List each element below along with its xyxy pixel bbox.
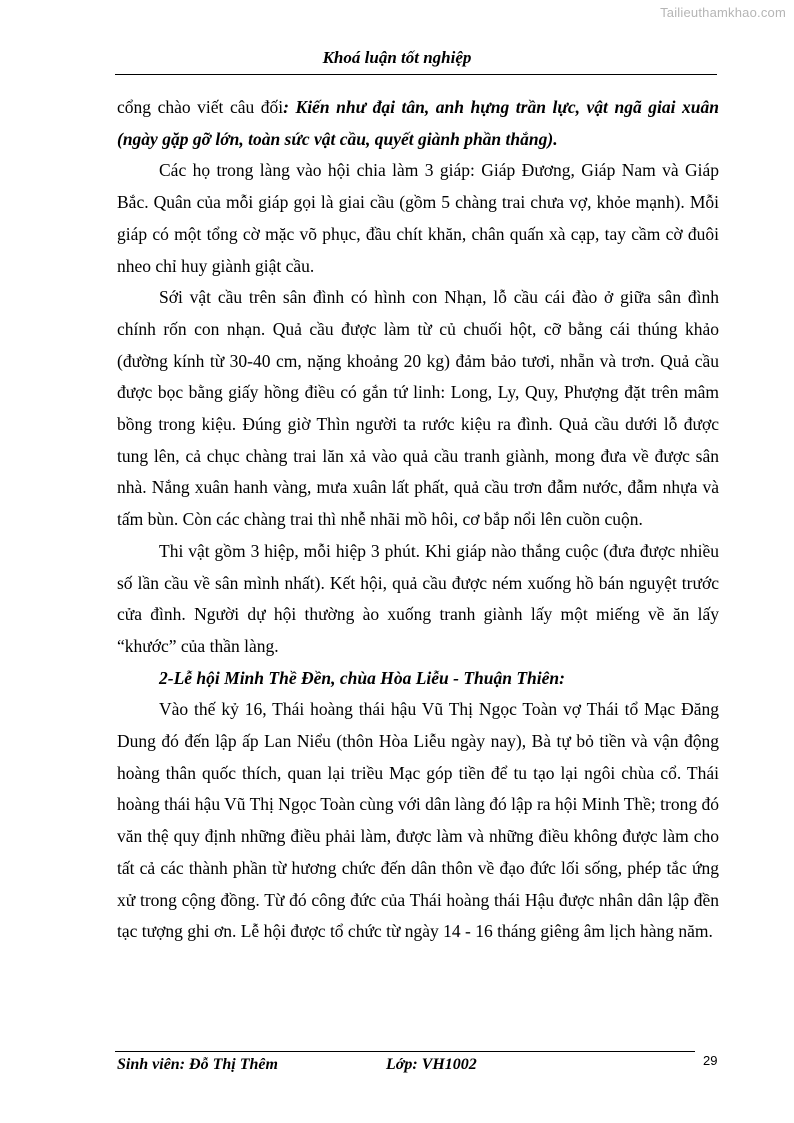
paragraph-1-emphasis: : Kiến như đại tân, anh hựng trần lực, vật ngã giai xuân (ngày gặp gỡ lớn, toàn sức vật cầu, quyết giành phần thắng). [117,97,719,149]
paragraph-4: Thi vật gồm 3 hiệp, mỗi hiệp 3 phút. Khi giáp nào thắng cuộc (đưa được nhiều số lần cầu về sân mình nhất). Kết hội, quả cầu được ném xuống hồ bán nguyệt trước cửa đình. Người dự hội thường ào xuống tranh giành lấy một miếng về ăn lấy “khước” của thần làng. [117,540,719,656]
paragraph-5: Vào thế kỷ 16, Thái hoàng thái hậu Vũ Thị Ngọc Toàn vợ Thái tổ Mạc Đăng Dung đó đến lập ấp Lan Niểu (thôn Hòa Liễu ngày nay), Bà tự bỏ tiền và vận động hoàng thân quốc thích, quan lại triều Mạc góp tiền để tu tạo lại ngôi chùa cổ. Thái hoàng thái hậu Vũ Thị Ngọc Toàn cùng với dân làng đó lập ra hội Minh Thề; trong đó văn thệ quy định những điều phải làm, được làm và những điều không được làm cho tất cả các thành phần từ hương chức đến dân thôn về đạo đức lối sống, phép tắc ứng xử trong cộng đồng. Từ đó công đức của Thái hoàng thái Hậu được nhân dân lập đền tạc tượng ghi ơn. Lễ hội được tổ chức từ ngày 14 - 16 tháng giêng âm lịch hàng năm. [117,699,719,942]
paragraph-1 [117,92,719,155]
section-heading: 2-Lễ hội Minh Thề Đền, chùa Hòa Liễu - Thuận Thiên: [159,667,565,688]
page-header-title: Khoá luận tốt nghiệp [322,48,472,67]
document-body [117,92,719,948]
paragraph-3: Sới vật cầu trên sân đình có hình con Nhạn, lỗ cầu cái đào ở giữa sân đình chính rốn con nhạn. Quả cầu được làm từ củ chuối hột, cỡ bằng cái thúng khảo (đường kính từ 30-40 cm, nặng khoảng 20 kg) đảm bảo tươi, nhẵn và trơn. Quả cầu được bọc bằng giấy hồng điều có gắn tứ linh: Long, Ly, Quy, Phượng đặt trên mâm bồng trong kiệu. Đúng giờ Thìn người ta rước kiệu ra đình. Quả cầu dưới lỗ được tung lên, cả chục chàng trai lăn xả vào quả cầu tranh giành, mong đưa về được sân nhà. Nắng xuân hanh vàng, mưa xuân lất phất, quả cầu trơn đẫm nước, đẫm nhựa và tấm bùn. Còn các chàng trai thì nhễ nhãi mồ hôi, cơ bắp nổi lên cuồn cuộn. [117,287,719,530]
watermark: Tailieuthamkhao.com [660,5,786,20]
page-number: 29 [703,1053,718,1068]
header-divider [115,74,717,75]
footer-class: Lớp: VH1002 [386,1056,477,1073]
footer-student: Sinh viên: Đỗ Thị Thêm [117,1056,278,1073]
paragraph-2: Các họ trong làng vào hội chia làm 3 giáp: Giáp Đương, Giáp Nam và Giáp Bắc. Quân của mỗi giáp gọi là giai cầu (gồm 5 chàng trai chưa vợ, khỏe mạnh). Mỗi giáp có một tổng cờ mặc võ phục, đầu chít khăn, chân quấn xà cạp, tay cầm cờ đuôi nheo chỉ huy giành giật cầu. [117,160,719,276]
paragraph-1-text: cổng chào viết câu đối [117,97,284,117]
footer-divider [115,1051,695,1052]
